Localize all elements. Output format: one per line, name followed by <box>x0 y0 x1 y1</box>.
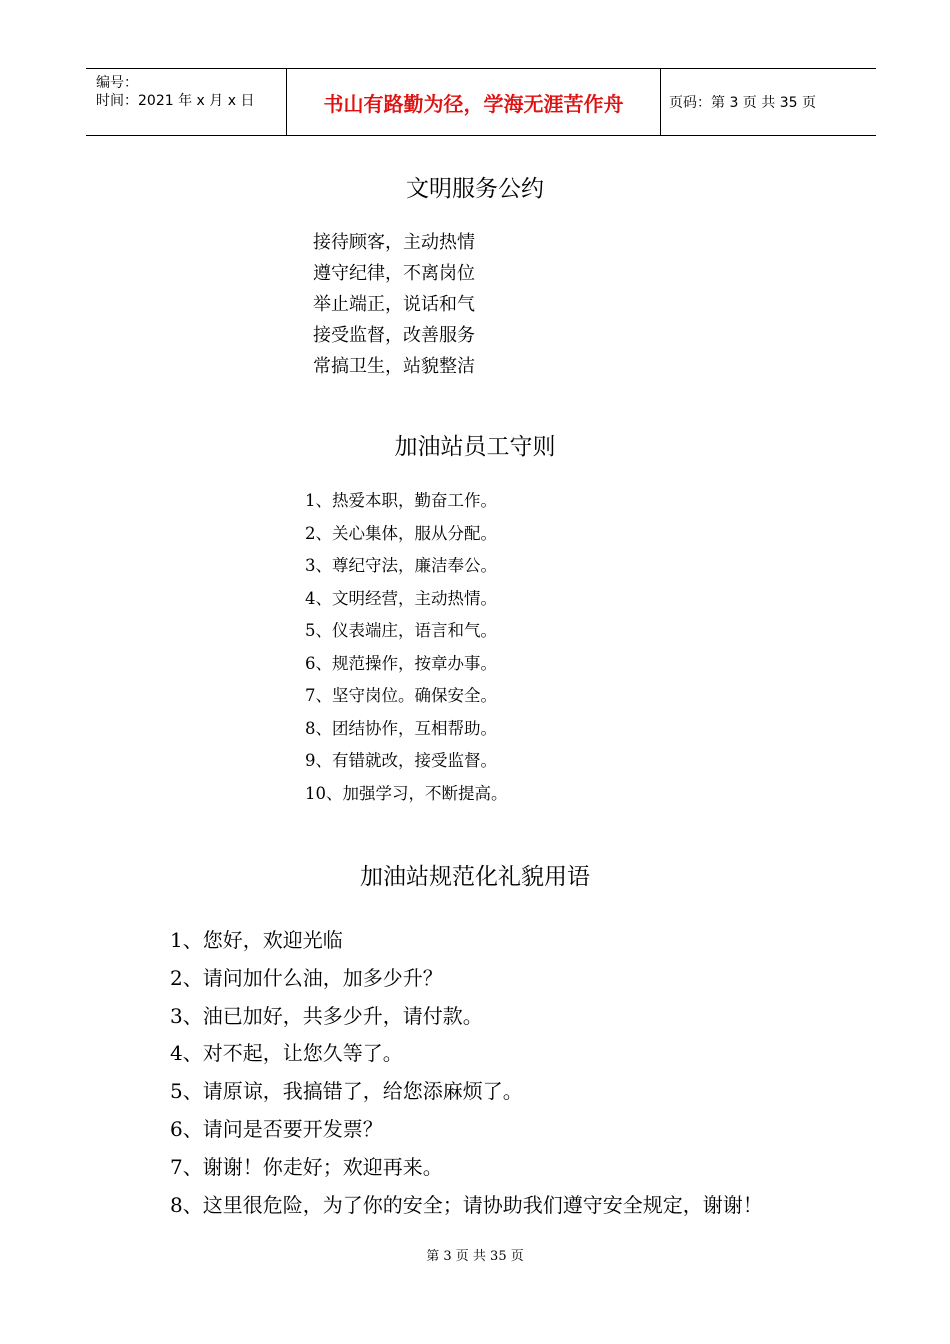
list-item: 4、文明经营，主动热情。 <box>305 588 497 608</box>
page-header <box>86 68 876 136</box>
list-item: 7、谢谢！你走好；欢迎再来。 <box>170 1154 443 1179</box>
page-footer: 第 3 页 共 35 页 <box>426 1249 524 1264</box>
polite-expressions-list <box>170 922 763 1224</box>
list-item: 1、您好，欢迎光临 <box>170 928 343 952</box>
list-item: 3、油已加好，共多少升，请付款。 <box>170 1003 483 1028</box>
list-item: 3、尊纪守法，廉洁奉公。 <box>305 556 497 575</box>
list-item: 5、仪表端庄，语言和气。 <box>305 621 497 640</box>
section-title-employee-rules: 加油站员工守则 <box>394 434 556 460</box>
list-item: 举止端正，说话和气 <box>313 294 475 315</box>
header-page-cell <box>661 69 876 135</box>
list-item: 6、规范操作，按章办事。 <box>305 653 497 673</box>
list-item: 2、请问加什么油，加多少升？ <box>170 965 443 990</box>
list-item: 8、团结协作，互相帮助。 <box>305 718 497 738</box>
list-item: 9、有错就改，接受监督。 <box>305 751 497 770</box>
header-page-info: 页码：第 3 页 共 35 页 <box>669 95 816 111</box>
list-item: 10、加强学习，不断提高。 <box>305 783 508 803</box>
list-item: 2、关心集体，服从分配。 <box>305 523 497 543</box>
list-item: 8、这里很危险，为了你的安全；请协助我们遵守安全规定，谢谢！ <box>170 1192 763 1217</box>
header-motto-cell <box>286 69 661 135</box>
list-item: 6、请问是否要开发票？ <box>170 1116 383 1141</box>
list-item: 7、坚守岗位。确保安全。 <box>305 686 497 705</box>
list-item: 5、请原谅，我搞错了，给您添麻烦了。 <box>170 1079 523 1104</box>
document-time-label: 时间：2021 年 x 月 x 日 <box>96 93 255 109</box>
list-item: 常搞卫生，站貌整洁 <box>313 356 475 377</box>
employee-rules-list <box>305 485 508 810</box>
section-title-polite-expressions: 加油站规范化礼貌用语 <box>360 864 590 890</box>
list-item: 遵守纪律，不离岗位 <box>313 263 475 284</box>
header-left-cell <box>86 69 286 135</box>
list-item: 接受监督，改善服务 <box>313 325 475 346</box>
service-pledge-list <box>313 227 475 382</box>
list-item: 4、对不起，让您久等了。 <box>170 1041 403 1066</box>
document-number-label: 编号： <box>96 75 138 91</box>
section-title-service-pledge: 文明服务公约 <box>406 176 544 202</box>
list-item: 1、热爱本职，勤奋工作。 <box>305 491 497 510</box>
header-motto: 书山有路勤为径，学海无涯苦作舟 <box>323 91 624 116</box>
list-item: 接待顾客，主动热情 <box>313 232 475 253</box>
